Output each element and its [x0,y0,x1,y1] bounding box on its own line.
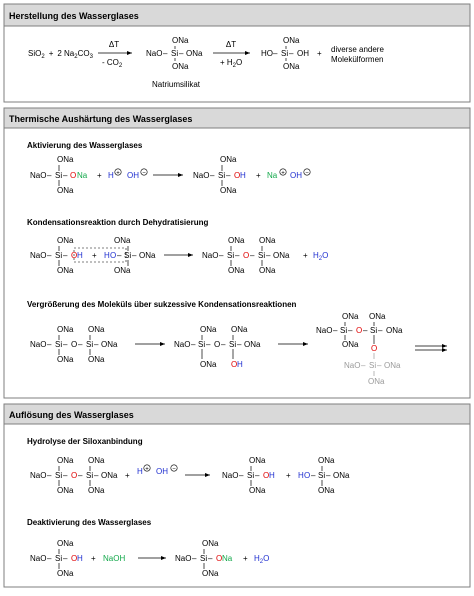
bond-dash: – [226,171,231,180]
water-product: $H_2O$ [254,554,270,565]
bond-dash: – [266,251,271,260]
atom-o-red: O [71,554,78,563]
atom-o-red: O [71,251,78,260]
atom-ona-bottom: ONa [283,62,300,71]
atom-h-blue: H [298,471,304,480]
bond-dash: – [163,49,168,58]
other-forms-line2: Molekülformen [331,55,384,64]
atom-ona-bottom: ONa [200,360,217,369]
atom-ona-bottom: ONa [57,186,74,195]
atom-o: O [214,340,221,349]
atom-o-blue: O [110,251,117,260]
plus-sign: + [97,171,102,180]
hydrolysis-product-1 [222,456,275,495]
atom-ona-top: ONa [88,325,105,334]
bond-dash: – [179,49,184,58]
plus-sign: + [91,554,96,563]
atom-si: Si [318,471,326,480]
atom-nao: NaO [30,471,47,480]
arrow-head [161,556,166,560]
bond-dash: – [333,326,338,335]
section-body-border [4,128,470,398]
bond-dash: – [219,251,224,260]
bond-dash: – [348,326,353,335]
atom-ona-top: ONa [259,236,276,245]
atom-ona-top: ONa [57,539,74,548]
bond-dash: – [255,471,260,480]
atom-si: Si [198,340,206,349]
heat-label: ΔT [108,40,120,49]
bond-dash: – [221,340,226,349]
section-production [4,4,470,102]
condensation-reactant-1 [30,236,83,275]
bond-dash: – [206,340,211,349]
bond-dash: – [47,554,52,563]
bond-dash: – [63,171,68,180]
section-title-dissolution: Auflösung des Wasserglases [9,410,134,420]
proton: H [108,171,114,180]
section-dissolution [4,404,470,587]
atom-ona-bottom: ONa [228,266,245,275]
atom-ona-right: ONa [273,251,290,260]
subheading-enlargement: Vergrößerung des Moleküls über sukzessive Kondensationsreaktionen [27,300,297,309]
atom-ona-bottom: ONa [88,355,105,364]
bond-dash: – [361,361,366,370]
atom-h-blue: H [77,554,83,563]
atom-h-blue: H [77,251,83,260]
bond-dash: – [311,471,316,480]
subheading-activation: Aktivierung des Wasserglases [27,141,143,150]
section-thermal-curing [4,108,470,398]
sodium-hydroxide: NaOH [103,554,126,563]
atom-ona-bottom: ONa [57,486,74,495]
arrow-head [178,173,183,177]
hydroxide: OH [156,467,168,476]
bond-dash: – [239,471,244,480]
atom-nao: NaO [193,171,210,180]
deactivation-reactant [30,539,83,578]
bond-dash: – [63,340,68,349]
positive-charge-sign: + [281,170,285,177]
atom-si: Si [55,554,63,563]
bond-dash: – [250,251,255,260]
atom-ona-top: ONa [88,456,105,465]
atom-ona-top: ONa [220,155,237,164]
plus-sign: + [256,171,261,180]
atom-o-red: O [356,326,363,335]
atom-ona-top: ONa [57,155,74,164]
proton: H [137,467,143,476]
atom-ona-top: ONa [249,456,266,465]
atom-si-grey: Si [369,361,377,370]
atom-ona-top: ONa [283,36,300,45]
plus-sign: + [303,251,308,260]
bond-dash: – [117,251,122,260]
atom-si: Si [86,340,94,349]
atom-nao: NaO [174,340,191,349]
atom-ona-bottom: ONa [202,569,219,578]
hydrolysis-reactant [30,456,118,495]
atom-ona-grey: ONa [368,377,385,386]
bond-dash: – [273,49,278,58]
heat-label: ΔT [225,40,237,49]
bond-dash: – [78,471,83,480]
activation-product [193,155,246,195]
enlargement-product [316,312,403,386]
subheading-condensation: Kondensationsreaktion durch Dehydratisierung [27,218,209,227]
co2-label: - $CO_2$ [102,58,123,69]
condensation-product [202,236,290,275]
bond-dash: – [47,251,52,260]
atom-si: Si [227,251,235,260]
atom-ona-top: ONa [172,36,189,45]
atom-ona-bottom: ONa [57,569,74,578]
condensation-reactant-2 [104,236,156,275]
atom-ona-top: ONa [57,236,74,245]
atom-si: Si [55,171,63,180]
atom-ona-bottom: ONa [57,355,74,364]
atom-o-red: O [70,171,77,180]
bond-dash: – [208,554,213,563]
atom-ona-top: ONa [57,325,74,334]
bond-dash: – [235,251,240,260]
atom-ona-top: ONa [114,236,131,245]
bond-dash: – [363,326,368,335]
arrow-head [303,342,308,346]
atom-ona-bottom: ONa [114,266,131,275]
hydroxide: OH [127,171,139,180]
bond-dash: – [191,340,196,349]
atom-ona-right: ONa [333,471,350,480]
bond-dash: – [237,340,242,349]
atom-ona-top: ONa [369,312,386,321]
atom-si: Si [258,251,266,260]
atom-si: Si [55,251,63,260]
atom-h-blue: H [240,171,246,180]
bond-dash: – [78,340,83,349]
atom-si: Si [171,49,179,58]
bond-dash: – [63,554,68,563]
atom-si: Si [370,326,378,335]
bond-dash: – [132,251,137,260]
bond-dash: – [47,340,52,349]
bond-dash: – [63,251,68,260]
negative-charge-sign: − [305,170,309,177]
atom-o-red: O [216,554,223,563]
bond-dash: – [378,326,383,335]
section-title-production: Herstellung des Wasserglases [9,11,139,21]
arrow-head [245,51,250,55]
atom-ona-grey: ONa [384,361,401,370]
arrow-head [442,348,447,352]
bond-dash: – [94,471,99,480]
atom-ona-bottom: ONa [57,266,74,275]
bond-dash: – [47,171,52,180]
atom-ona-top: ONa [228,236,245,245]
atom-nao: NaO [30,340,47,349]
atom-si: Si [124,251,132,260]
atom-ona-right: ONa [244,340,261,349]
atom-nao: NaO [146,49,163,58]
negative-charge-sign: − [142,170,146,177]
atom-nao: NaO [30,171,47,180]
atom-ona-top: ONa [200,325,217,334]
bond-dash: – [326,471,331,480]
atom-na-green: Na [222,554,233,563]
atom-si: Si [229,340,237,349]
atom-ona-top: ONa [231,325,248,334]
atom-si: Si [281,49,289,58]
atom-ona-top: ONa [342,312,359,321]
atom-nao: NaO [222,471,239,480]
bond-dash: – [47,471,52,480]
atom-na-green: Na [77,171,88,180]
atom-ona-right: ONa [139,251,156,260]
atom-h-blue: H [237,360,243,369]
atom-ona-right: ONa [186,49,203,58]
atom-ona-top: ONa [202,539,219,548]
plus-sign: + [92,251,97,260]
atom-o-red: O [371,344,378,353]
sodium-silicate-label: Natriumsilikat [152,80,201,89]
deactivation-product [175,539,233,578]
atom-o-red: O [71,471,78,480]
atom-ho: HO [261,49,273,58]
atom-si: Si [218,171,226,180]
atom-si: Si [55,340,63,349]
atom-ona-right: ONa [101,471,118,480]
atom-nao: NaO [30,554,47,563]
plus-sign: + [317,49,322,58]
subheading-hydrolysis: Hydrolyse der Siloxanbindung [27,437,143,446]
atom-ona-bottom: ONa [318,486,335,495]
atom-nao: NaO [316,326,333,335]
other-forms-line1: diverse andere [331,45,384,54]
atom-o-red: O [231,360,238,369]
equation-reactants: SiO$_2$ + 2 $Na_2CO_3$ [28,49,93,60]
enlargement-reactant [30,325,118,364]
atom-ona-bottom: ONa [172,62,189,71]
arrow-head [160,342,165,346]
sodium-ion: Na [267,171,278,180]
activation-reactant [30,155,88,195]
atom-nao: NaO [30,251,47,260]
hydroxide: OH [290,171,302,180]
bond-dash: – [289,49,294,58]
water-product: $H_2O$ [313,251,329,262]
hydrolysis-product-2 [298,456,350,495]
atom-h-blue: H [269,471,275,480]
enlargement-intermediate [174,325,261,369]
plus-sign: + [125,471,130,480]
subheading-deactivation: Deaktivierung des Wasserglases [27,518,152,527]
atom-ona-bottom: ONa [249,486,266,495]
atom-o: O [71,340,78,349]
bond-dash: – [192,554,197,563]
arrow-head [442,344,447,348]
bond-dash: – [63,471,68,480]
atom-nao: NaO [175,554,192,563]
atom-si: Si [247,471,255,480]
atom-o-blue: O [304,471,311,480]
atom-ona-right: ONa [386,326,403,335]
atom-oh: OH [297,49,309,58]
positive-charge-sign: + [145,466,149,473]
bond-dash: – [94,340,99,349]
atom-si: Si [86,471,94,480]
atom-nao-grey: NaO [344,361,361,370]
atom-h-blue: H [104,251,110,260]
atom-ona-top: ONa [318,456,335,465]
plus-sign: + [243,554,248,563]
atom-ona-bottom: ONa [220,186,237,195]
negative-charge-sign: − [172,466,176,473]
arrow-head [127,51,132,55]
bond-dash: – [210,171,215,180]
atom-si: Si [340,326,348,335]
atom-si: Si [55,471,63,480]
atom-ona-right: ONa [101,340,118,349]
atom-nao: NaO [202,251,219,260]
arrow-head [205,473,210,477]
plus-sign: + [286,471,291,480]
section-title-thermal: Thermische Aushärtung des Wasserglases [9,114,193,124]
bond-dash: – [377,361,382,370]
atom-ona-bottom: ONa [88,486,105,495]
arrow-head [188,253,193,257]
atom-ona-bottom: ONa [259,266,276,275]
positive-charge-sign: + [116,170,120,177]
atom-o-red: O [263,471,270,480]
atom-ona-bottom: ONa [342,340,359,349]
atom-si: Si [200,554,208,563]
atom-ona-top: ONa [57,456,74,465]
atom-o-red: O [243,251,250,260]
atom-o-red: O [234,171,241,180]
h2o-label: + $H_2O$ [220,58,243,69]
